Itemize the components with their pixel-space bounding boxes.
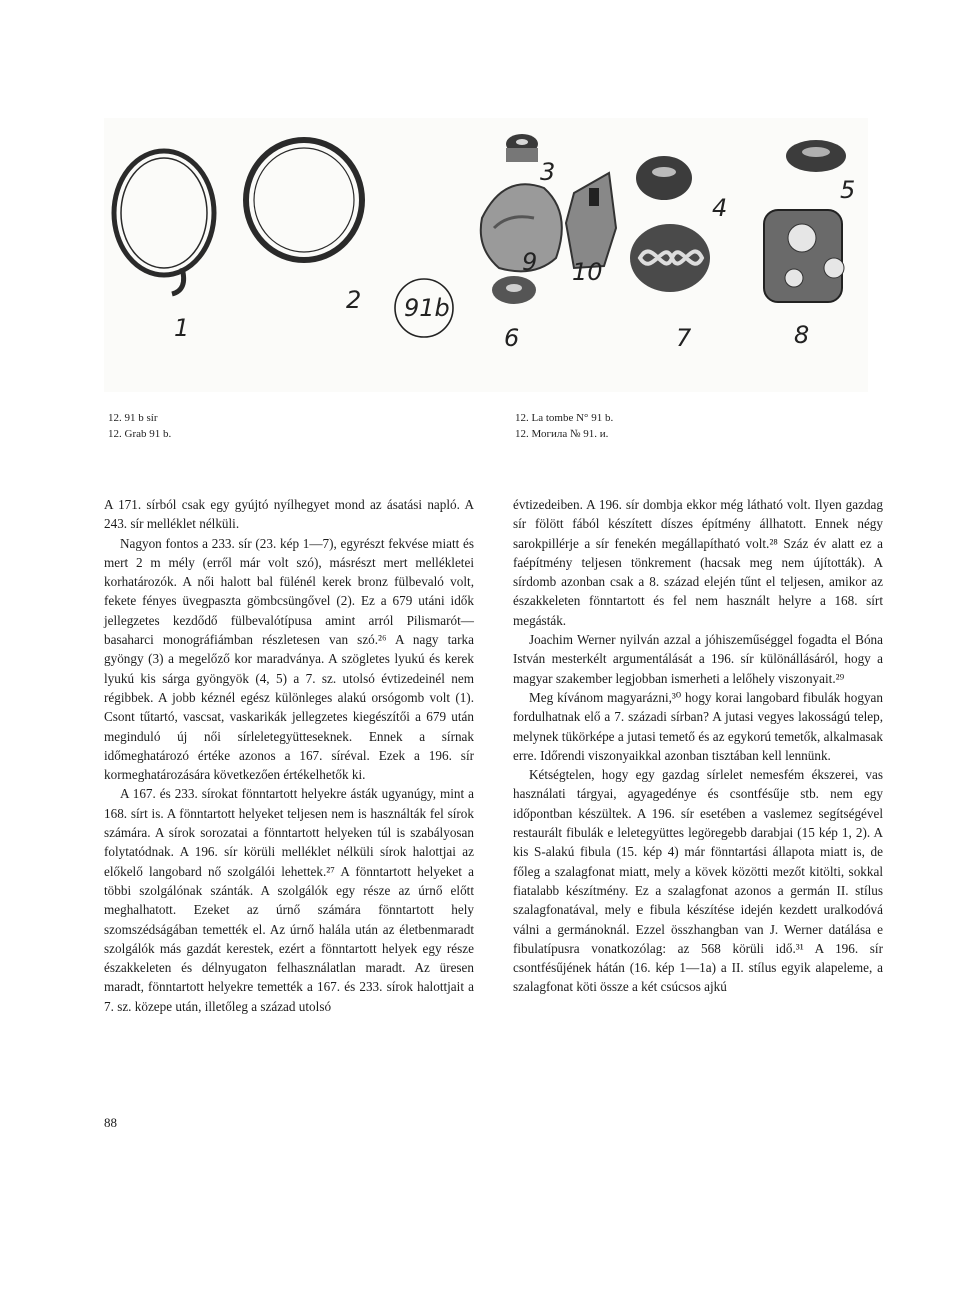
grave-tag — [395, 279, 453, 337]
bead-object-5 — [786, 140, 846, 172]
page-number: 88 — [104, 1115, 117, 1130]
text-column-right — [513, 495, 883, 997]
figure-label-10: 10 — [572, 258, 603, 286]
caption-right-ru: 12. Могила № 91. и. — [515, 428, 609, 440]
paragraph: évtizedeiben. A 196. sír dombja ekkor még látható volt. Ilyen gazdag sír fölött fából készített díszes építmény állhatott. Ennek négy sarokpillérje a sír fenekén megállapítható volt.²⁸ Száz év alatt ez a faépítmény teljesen tönkrement (hacsak meg nem újították). A sírdomb azonban csak a 8. század elején tűnt el teljesen, amikor az északkeleten fönntartott és fel nem használt helyre a 168. sírt megásták. — [513, 497, 883, 628]
paragraph: Joachim Werner nyilván azzal a jóhiszeműséggel fogadta el Bóna István mesterkélt argumentálását a 196. sír különállásáról, hogy a magyar szakember legjobban ismerheti a lelőhely viszonyait.²⁹ — [513, 632, 883, 686]
ring-object-2 — [246, 140, 362, 260]
pendant-fragment — [566, 173, 616, 268]
caption-left-de: 12. Grab 91 b. — [108, 428, 172, 440]
figure-label-7: 7 — [676, 324, 692, 352]
bead-object-7 — [630, 224, 710, 292]
figure-label-9: 9 — [522, 248, 538, 276]
figure-plate — [104, 118, 868, 392]
figure-label-3: 3 — [540, 158, 556, 186]
figure-label-1: 1 — [174, 314, 190, 342]
caption-left-hu: 12. 91 b sír — [108, 412, 158, 424]
bead-object-8 — [764, 210, 844, 302]
paragraph: A 167. és 233. sírokat fönntartott helyekre ásták ugyanúgy, mint a 168. sírt is. A fönntartott helyeket teljesen nem is használták fel sírok számára. A sírok sorozatai a fönntartott helyeken túl is szabályosan folytatódnak. A 196. sír körüli melléklet nélküli sírok halottjai az előkelő langobard nő szolgálói lehettek.²⁷ A fönntartott helyeket a többi szolgálónak szánták. A szolgálók egy része az úrnő előtt meghalhatott. Ezeket az úrnő számára fönntartott hely szomszédságában temették el. Az úrnő halála után az életbenmaradt szolgálók más gazdát kerestek, ezért a fönntartott helyek egy része északkeleten és délnyugaton felhasználatlan maradt. Az üresen maradt, fönntartott helyekre temették a 167. és 233. sírok halottjait a 7. sz. közepe után, illetőleg a század utolsó — [104, 786, 474, 1014]
paragraph: Nagyon fontos a 233. sír (23. kép 1—7), egyrészt fekvése miatt és mert 2 m mély (erről már volt szó), másrészt mert mellékletei korhatározók. A női halott bal fülénél kerek bronz fülbevaló volt, fekete fényes üvegpaszta gömbcsüngővel (2). Ez a 679 utáni idők jellegzetes kezdődő fülbevalótípusa amint arról Pilismarót—basaharci monográfiámban részletesen van szó.²⁶ A nagy tarka gyöngy (3) a megelőző kor maradványa. A szögletes lyukú és kerek lyukú kis sárga gyöngyök (4, 5) a 7. sz. utolsó évtizedeinél nem régibbek. A jobb kéznél egész különleges alakú orsógomb volt (1). Csont tűtartó, vascsat, vaskarikák jellegzetes kiegészítői a 679 után meginduló új női sírleletegyütteseknek. Ennek a sírnak időmeghatározó értéke azonos a 167. síréval. Ezek a 196. sír kormeghatározására következően értékelhetők ki. — [104, 535, 474, 783]
figure-label-5: 5 — [840, 176, 856, 204]
grave-goods-illustration — [104, 118, 868, 392]
grave-tag-label: 91b — [404, 294, 450, 322]
paragraph: Kétségtelen, hogy egy gazdag sírlelet nemesfém ékszerei, vas használati tárgyai, agyagedénye és csontfésűje stb. nem egy időpontban készültek. A 196. sír esetében a vaslemez segítségével restaurált fibulák e leletegyüttes legöregebb darabjai (15 kép 1, 2). A kis S-alakú fibula (15. kép 4) már fönntartási állapota miatt is, de főleg a szalagfonat miatt, mely a kövek közötti mezőt kitölti, sokkal fiatalabb készítmény. Ez a szalagfonat azonos a germán II. stílus szalagfonatával, mely e fibula készítése idején kezdett uralkodóvá válni a germánoknál. Ezzel összhangban van J. Werner datálása e fibulatípusra vonatkozólag: az 568 körüli idő.³¹ A 196. sír csontfésűjének hátán (16. kép 1—1a) a II. stílus egyik alapeleme, a szalagfonat köti össze a két csúcsos ajkú — [513, 767, 883, 995]
figure-label-2: 2 — [346, 286, 362, 314]
figure-label-6: 6 — [504, 324, 520, 352]
bead-object-3 — [506, 134, 538, 162]
caption-right-fr: 12. La tombe N° 91 b. — [515, 412, 614, 424]
ring-object-1 — [114, 151, 214, 294]
paragraph: A 171. sírból csak egy gyújtó nyílhegyet mond az ásatási napló. A 243. sír melléklet nélküli. — [104, 497, 474, 532]
paragraph: Meg kívánom magyarázni,³⁰ hogy korai langobard fibulák hogyan fordulhatnak elő a 7. századi sírban? A jutasi vegyes lakosságú telep, melynek tükörképe a jutasi temető és az egykorú temetők, alkalmasak erre. Időrendi viszonyaikkal azonban tisztában kell lennünk. — [513, 689, 883, 763]
bead-object-4 — [636, 156, 692, 200]
caption-right — [515, 410, 613, 442]
text-column-left — [104, 495, 474, 1016]
figure-label-8: 8 — [794, 321, 810, 349]
caption-left — [108, 410, 171, 442]
bead-object-6 — [492, 276, 536, 304]
figure-label-4: 4 — [712, 194, 728, 222]
